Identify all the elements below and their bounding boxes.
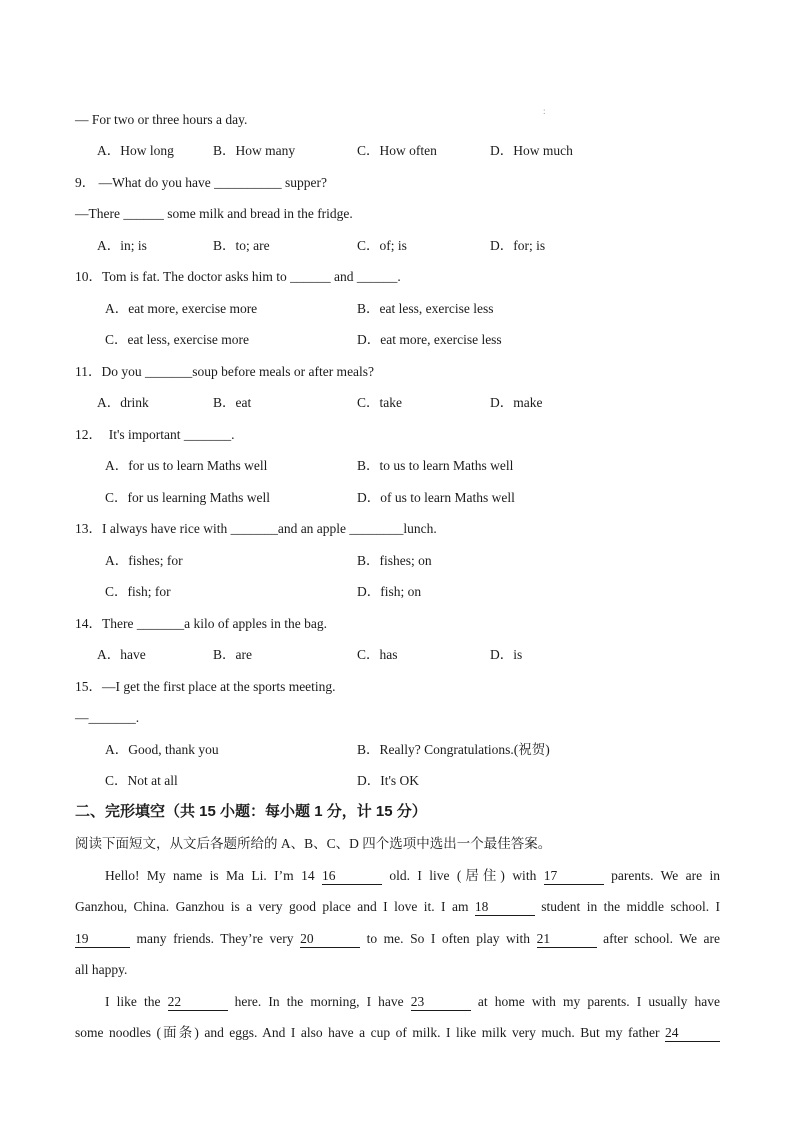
q9-stem-text: 9． —What do you have __________ supper? [75, 175, 327, 190]
q13-options-cd-item-1: D．fish; on [357, 584, 422, 599]
q11-stem [75, 362, 374, 382]
q13-options-ab [0, 551, 793, 571]
q8-options-item-0: A．How long [97, 143, 174, 158]
cloze-blank-19: 19 [75, 931, 130, 948]
q11-options [0, 393, 793, 413]
q9-stem [75, 173, 327, 193]
q11-options-item-3: D．make [490, 395, 543, 410]
section2-instruction [75, 834, 551, 854]
q9-options-item-2: C．of; is [357, 238, 407, 253]
q10-stem [75, 267, 401, 287]
q10-options-cd [0, 330, 793, 350]
q13-options-cd-item-0: C．fish; for [105, 584, 171, 599]
q9-answer-line-text: —There ______ some milk and bread in the fridge. [75, 206, 353, 221]
q15-stem-text: 15．—I get the first place at the sports meeting. [75, 679, 336, 694]
q15-options-ab [0, 740, 793, 760]
section2-instruction-text: 阅读下面短文，从文后各题所给的 A、B、C、D 四个选项中选出一个最佳答案。 [75, 836, 552, 851]
q9-options-item-1: B．to; are [213, 238, 270, 253]
cloze-blank-20: 20 [300, 931, 360, 948]
q15-options-cd [0, 771, 793, 791]
q14-options-item-0: A．have [97, 647, 146, 662]
q15-stem [75, 677, 336, 697]
q12-options-ab-item-0: A．for us to learn Maths well [105, 458, 268, 473]
q12-options-cd [0, 488, 793, 508]
passage-line-6-text: some noodles (面条) and eggs. And I also have a cup of milk. I like milk very much. But my father [75, 1025, 665, 1040]
q13-stem-text: 13．I always have rice with _______and an apple ________lunch. [75, 521, 437, 536]
cloze-blank-23: 23 [411, 994, 471, 1011]
q10-options-ab [0, 299, 793, 319]
passage-line-1-text: parents. We are in [603, 868, 721, 883]
section2-heading [75, 802, 427, 822]
q14-options-item-2: C．has [357, 647, 398, 662]
passage-line-3-text: many friends. They’re very [130, 931, 301, 946]
cloze-blank-17: 17 [544, 868, 604, 885]
q8-options [0, 141, 793, 161]
q8-answer-line [75, 110, 247, 130]
q10-stem-text: 10．Tom is fat. The doctor asks him to ______ and ______. [75, 269, 401, 284]
q15-options-cd-item-0: C．Not at all [105, 773, 178, 788]
cloze-blank-24: 24 [665, 1025, 720, 1042]
q14-options [0, 645, 793, 665]
q10-options-cd-item-0: C．eat less, exercise more [105, 332, 249, 347]
q9-options-item-3: D．for; is [490, 238, 546, 253]
q12-options-cd-item-1: D．of us to learn Maths well [357, 490, 515, 505]
q15-answer-line-text: —_______. [75, 710, 140, 725]
q14-options-item-1: B．are [213, 647, 252, 662]
q14-stem-text: 14．There _______a kilo of apples in the bag. [75, 616, 327, 631]
passage-line-4-text: all happy. [75, 962, 128, 977]
q13-options-ab-item-1: B．fishes; on [357, 553, 432, 568]
passage-line-2 [75, 897, 720, 917]
passage-line-3 [75, 929, 720, 949]
passage-line-4 [75, 960, 127, 980]
q11-options-item-1: B．eat [213, 395, 252, 410]
q9-options [0, 236, 793, 256]
cloze-blank-22: 22 [168, 994, 228, 1011]
q8-answer-line-text: — For two or three hours a day. [75, 112, 248, 127]
cloze-blank-21: 21 [537, 931, 597, 948]
passage-line-1 [105, 866, 720, 886]
q13-options-ab-item-0: A．fishes; for [105, 553, 183, 568]
q15-options-ab-item-1: B．Really? Congratulations.(祝贺) [357, 742, 550, 757]
q9-options-item-0: A．in; is [97, 238, 147, 253]
passage-line-5 [105, 992, 720, 1012]
q9-answer-line [75, 204, 353, 224]
q12-options-ab-item-1: B．to us to learn Maths well [357, 458, 514, 473]
q15-answer-line [75, 708, 139, 728]
passage-line-2-text: Ganzhou, China. Ganzhou is a very good place and I love it. I am [75, 899, 475, 914]
q14-stem [75, 614, 327, 634]
q13-options-cd [0, 582, 793, 602]
q8-options-item-3: D．How much [490, 143, 573, 158]
cloze-blank-18: 18 [475, 899, 535, 916]
q11-stem-text: 11．Do you _______soup before meals or after meals? [75, 364, 375, 379]
q14-options-item-3: D．is [490, 647, 523, 662]
q8-options-item-1: B．How many [213, 143, 296, 158]
passage-line-1-text: Hello! My name is Ma Li. I’m 14 [105, 868, 322, 883]
passage-line-5-text: here. In the morning, I have [227, 994, 411, 1009]
passage-line-2-text: student in the middle school. I [534, 899, 720, 914]
q12-stem-text: 12． It's important _______. [75, 427, 235, 442]
q8-options-item-2: C．How often [357, 143, 437, 158]
passage-line-6 [75, 1023, 720, 1043]
passage-line-5-text: at home with my parents. I usually have [470, 994, 720, 1009]
q10-options-ab-item-0: A．eat more, exercise more [105, 301, 258, 316]
q10-options-ab-item-1: B．eat less, exercise less [357, 301, 494, 316]
passage-line-5-text: I like the [105, 994, 168, 1009]
q12-options-ab [0, 456, 793, 476]
q13-stem [75, 519, 437, 539]
cloze-blank-16: 16 [322, 868, 382, 885]
q12-stem [75, 425, 235, 445]
passage-line-3-text: to me. So I often play with [360, 931, 537, 946]
scan-artifact-mark: : [543, 106, 546, 116]
q15-options-cd-item-1: D．It's OK [357, 773, 420, 788]
q15-options-ab-item-0: A．Good, thank you [105, 742, 219, 757]
section2-heading-text: 二、完形填空（共 15 小题：每小题 1 分，计 15 分） [75, 803, 427, 820]
q11-options-item-2: C．take [357, 395, 402, 410]
q12-options-cd-item-0: C．for us learning Maths well [105, 490, 270, 505]
q10-options-cd-item-1: D．eat more, exercise less [357, 332, 502, 347]
q11-options-item-0: A．drink [97, 395, 149, 410]
passage-line-3-text: after school. We are [596, 931, 720, 946]
passage-line-1-text: old. I live (居住) with [381, 868, 544, 883]
